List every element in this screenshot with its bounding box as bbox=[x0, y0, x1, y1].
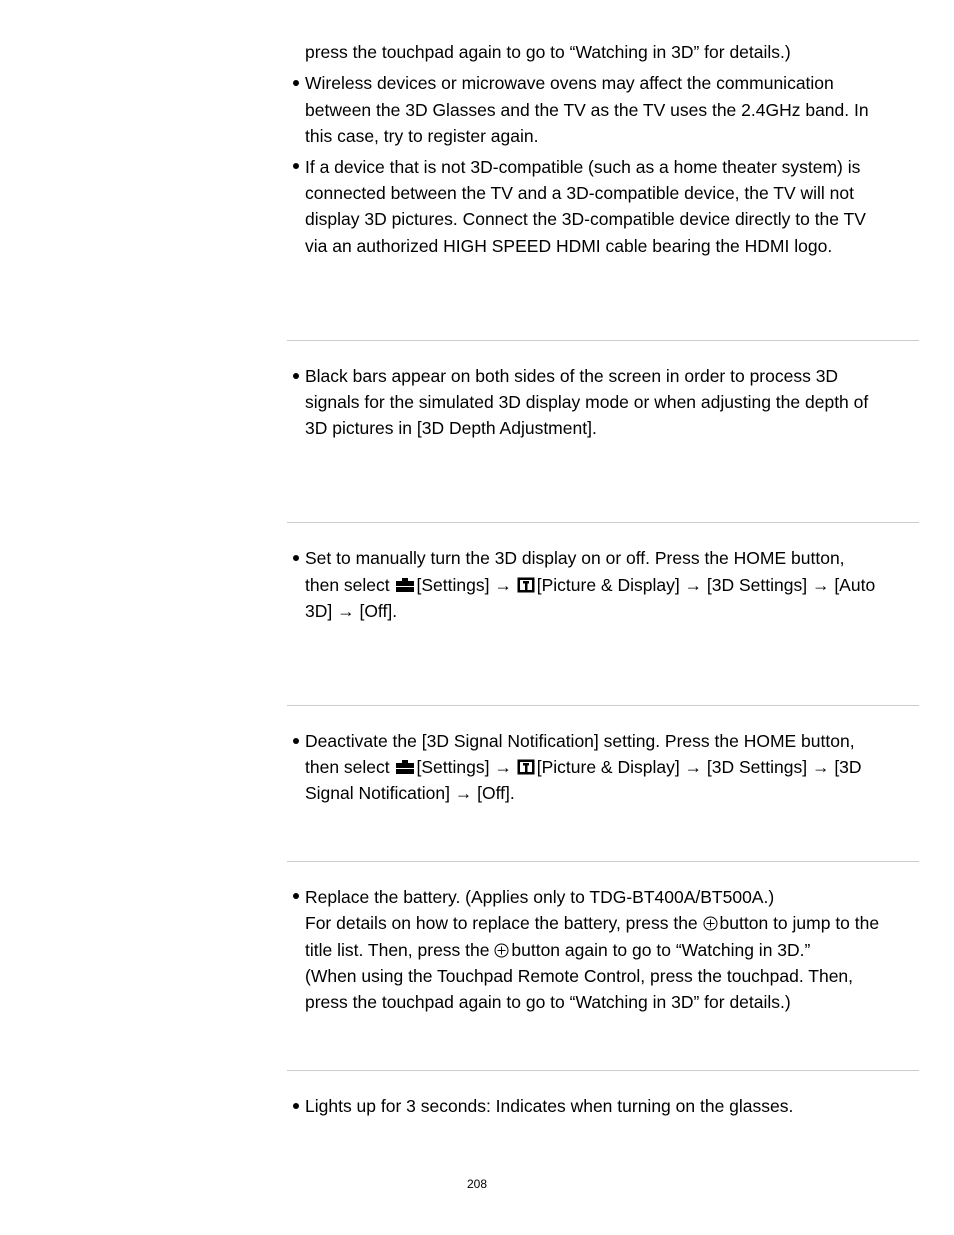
black-bars-line-3: 3D pictures in [3D Depth Adjustment]. bbox=[305, 418, 597, 438]
notification-line-2-picture: [Picture & Display] → [3D Settings] → [3D bbox=[536, 757, 862, 777]
auto3d-line-3: 3D] → [Off]. bbox=[305, 601, 398, 621]
battery-line-3 bbox=[305, 940, 810, 960]
auto3d-line-2 bbox=[305, 575, 875, 595]
notification-line-2-settings: [Settings] → bbox=[416, 757, 512, 777]
bullet-dot bbox=[293, 893, 299, 899]
battery-line-3-after: button again to go to “Watching in 3D.” bbox=[511, 940, 811, 960]
wireless-note-line-3: this case, try to register again. bbox=[305, 126, 539, 146]
battery-line-3-before: title list. Then, press the bbox=[305, 940, 490, 960]
toolbox-icon bbox=[395, 577, 415, 593]
section-divider bbox=[287, 705, 919, 706]
bullet-dot bbox=[293, 738, 299, 744]
black-bars-line-1: Black bars appear on both sides of the screen in order to process 3D bbox=[305, 366, 839, 386]
non3d-note-line-3: display 3D pictures. Connect the 3D-compatible device directly to the TV bbox=[305, 209, 866, 229]
auto3d-line-2-before: then select bbox=[305, 575, 390, 595]
battery-line-4: (When using the Touchpad Remote Control, press the touchpad. Then, bbox=[305, 966, 854, 986]
battery-line-2-before: For details on how to replace the battery, press the bbox=[305, 913, 698, 933]
auto3d-line-2-picture: [Picture & Display] → [3D Settings] → [Auto bbox=[536, 575, 876, 595]
notification-line-2 bbox=[305, 757, 862, 777]
picture-display-icon bbox=[517, 577, 535, 593]
bullet-dot bbox=[293, 373, 299, 379]
wireless-note-line-1: Wireless devices or microwave ovens may affect the communication bbox=[305, 73, 834, 93]
battery-line-5: press the touchpad again to go to “Watching in 3D” for details.) bbox=[305, 992, 791, 1012]
section-divider bbox=[287, 340, 919, 341]
non3d-note-line-1: If a device that is not 3D-compatible (such as a home theater system) is bbox=[305, 157, 861, 177]
lights-line-1: Lights up for 3 seconds: Indicates when turning on the glasses. bbox=[305, 1096, 794, 1116]
circled-plus-icon bbox=[494, 943, 509, 958]
non3d-note-line-2: connected between the TV and a 3D-compatible device, the TV will not bbox=[305, 183, 854, 203]
continuation-text: press the touchpad again to go to “Watching in 3D” for details.) bbox=[305, 42, 791, 62]
auto3d-line-2-settings: [Settings] → bbox=[416, 575, 512, 595]
section-divider bbox=[287, 1070, 919, 1071]
auto3d-line-1: Set to manually turn the 3D display on or off. Press the HOME button, bbox=[305, 548, 845, 568]
section-divider bbox=[287, 522, 919, 523]
section-divider bbox=[287, 861, 919, 862]
wireless-note-line-2: between the 3D Glasses and the TV as the TV uses the 2.4GHz band. In bbox=[305, 100, 869, 120]
notification-line-1: Deactivate the [3D Signal Notification] setting. Press the HOME button, bbox=[305, 731, 855, 751]
battery-line-2-after: button to jump to the bbox=[719, 913, 880, 933]
battery-line-1: Replace the battery. (Applies only to TDG-BT400A/BT500A.) bbox=[305, 887, 775, 907]
non3d-note-line-4: via an authorized HIGH SPEED HDMI cable bearing the HDMI logo. bbox=[305, 236, 833, 256]
circled-plus-icon bbox=[703, 916, 718, 931]
bullet-dot bbox=[293, 163, 299, 169]
bullet-dot bbox=[293, 555, 299, 561]
notification-line-3: Signal Notification] → [Off]. bbox=[305, 783, 515, 803]
black-bars-line-2: signals for the simulated 3D display mode or when adjusting the depth of bbox=[305, 392, 869, 412]
page-number: 208 bbox=[466, 1177, 488, 1191]
toolbox-icon bbox=[395, 759, 415, 775]
battery-line-2 bbox=[305, 913, 879, 933]
bullet-dot bbox=[293, 80, 299, 86]
picture-display-icon bbox=[517, 759, 535, 775]
bullet-dot bbox=[293, 1103, 299, 1109]
notification-line-2-before: then select bbox=[305, 757, 390, 777]
